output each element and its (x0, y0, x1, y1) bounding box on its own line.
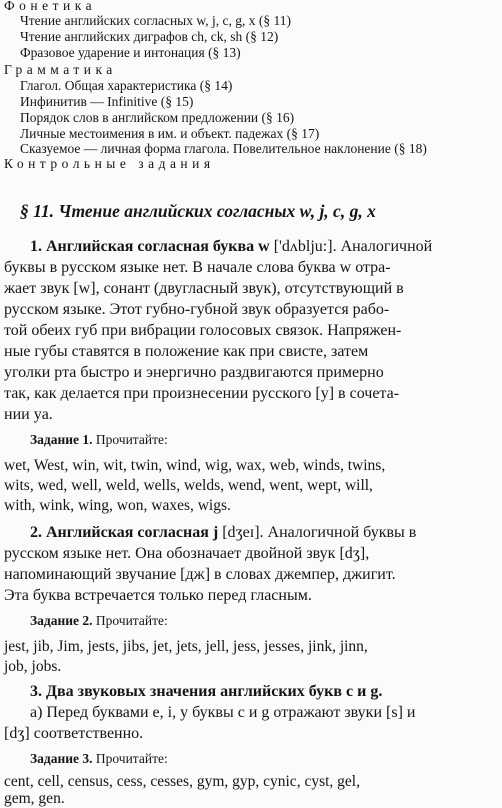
toc-heading-tasks: Контрольные задания (4, 156, 215, 171)
paragraph-line: уголки рта быстро и энергично раздвигаются примерно (4, 364, 384, 381)
toc-heading-phonetics: Фонетика (4, 0, 97, 13)
toc-item: Чтение английских диграфов ch, ck, sh (§ 12) (20, 29, 279, 44)
paragraph-line: Эта буква встречается только перед гласным. (4, 587, 312, 604)
task-instruction: Прочитайте: (92, 751, 168, 766)
task-number: Задание 2. (30, 613, 93, 628)
paragraph-line: русском языке. Этот губно-губной звук образуется рабо- (4, 301, 390, 318)
paragraph-text: ['dʌblju:]. Аналогичной (269, 238, 433, 255)
paragraph-line (30, 524, 416, 542)
toc-item: Чтение английских согласных w, j, c, g, x (§ 11) (20, 13, 291, 28)
word-list-line: wits, wed, well, weld, wells, welds, wend, went, wept, will, (4, 477, 373, 494)
toc-item: Личные местоимения в им. и объект. падежах (§ 17) (20, 126, 320, 141)
word-list-line: wet, West, win, wit, twin, wind, wig, wax, web, winds, twins, (4, 457, 386, 474)
paragraph-line (30, 238, 432, 256)
word-list-line: jest, jib, Jim, jests, jibs, jet, jets, jell, jess, jesses, jink, jinn, (4, 638, 368, 655)
paragraph-lead: 2. Английская согласная j (30, 524, 219, 541)
paragraph-lead (30, 683, 382, 701)
paragraph-line: той обеих губ при вибрации голосовых связок. Напряжен- (4, 322, 402, 339)
paragraph-line: так, как делается при произнесении русского [у] в сочета- (4, 385, 400, 402)
paragraph-line: нии ya. (4, 406, 53, 423)
paragraph-line: жает звук [w], сонант (двугласный звук), отсутствующий в (4, 280, 404, 297)
task-label (30, 613, 168, 629)
task-number: Задание 1. (30, 432, 93, 447)
paragraph-text: [dʒeɪ]. Аналогичной буквы в (218, 524, 417, 541)
paragraph-line: а) Перед буквами e, i, y буквы c и g отражают звуки [s] и (30, 704, 416, 721)
word-list-line: with, wink, wing, won, waxes, wigs. (4, 497, 231, 514)
paragraph-line: [dʒ] соответственно. (4, 725, 144, 742)
word-list-line: cent, cell, census, cess, cesses, gym, gyp, cynic, cyst, gel, (4, 773, 360, 790)
paragraph-line: буквы в русском языке нет. В начале слова буква w отра- (4, 259, 391, 276)
toc-item: Фразовое ударение и интонация (§ 13) (20, 45, 241, 60)
toc-item: Сказуемое — личная форма глагола. Повелительное наклонение (§ 18) (20, 141, 427, 156)
word-list-line: gem, gen. (4, 790, 65, 807)
paragraph-lead: 1. Английская согласная буква w (30, 238, 270, 255)
word-list-line: job, jobs. (4, 658, 62, 675)
toc-item: Глагол. Общая характеристика (§ 14) (20, 78, 233, 93)
task-number: Задание 3. (30, 751, 93, 766)
section-title: § 11. Чтение английских согласных w, j, c, g, x (20, 201, 376, 221)
toc-item: Порядок слов в английском предложении (§ 16) (20, 110, 295, 125)
task-label (30, 432, 168, 448)
paragraph-line: ные губы ставятся в положение как при свисте, затем (4, 343, 369, 360)
task-label (30, 751, 168, 767)
task-instruction: Прочитайте: (92, 432, 168, 447)
task-instruction: Прочитайте: (92, 613, 168, 628)
paragraph-line: русском языке нет. Она обозначает двойной звук [dʒ], (4, 545, 370, 562)
toc-item: Инфинитив — Infinitive (§ 15) (20, 94, 194, 109)
paragraph-lead-text: 3. Два звуковых значения английских букв c и g. (30, 683, 383, 700)
paragraph-line: напоминающий звучание [дж] в словах джемпер, джигит. (4, 566, 396, 583)
toc-heading-grammar: Грамматика (4, 62, 117, 77)
